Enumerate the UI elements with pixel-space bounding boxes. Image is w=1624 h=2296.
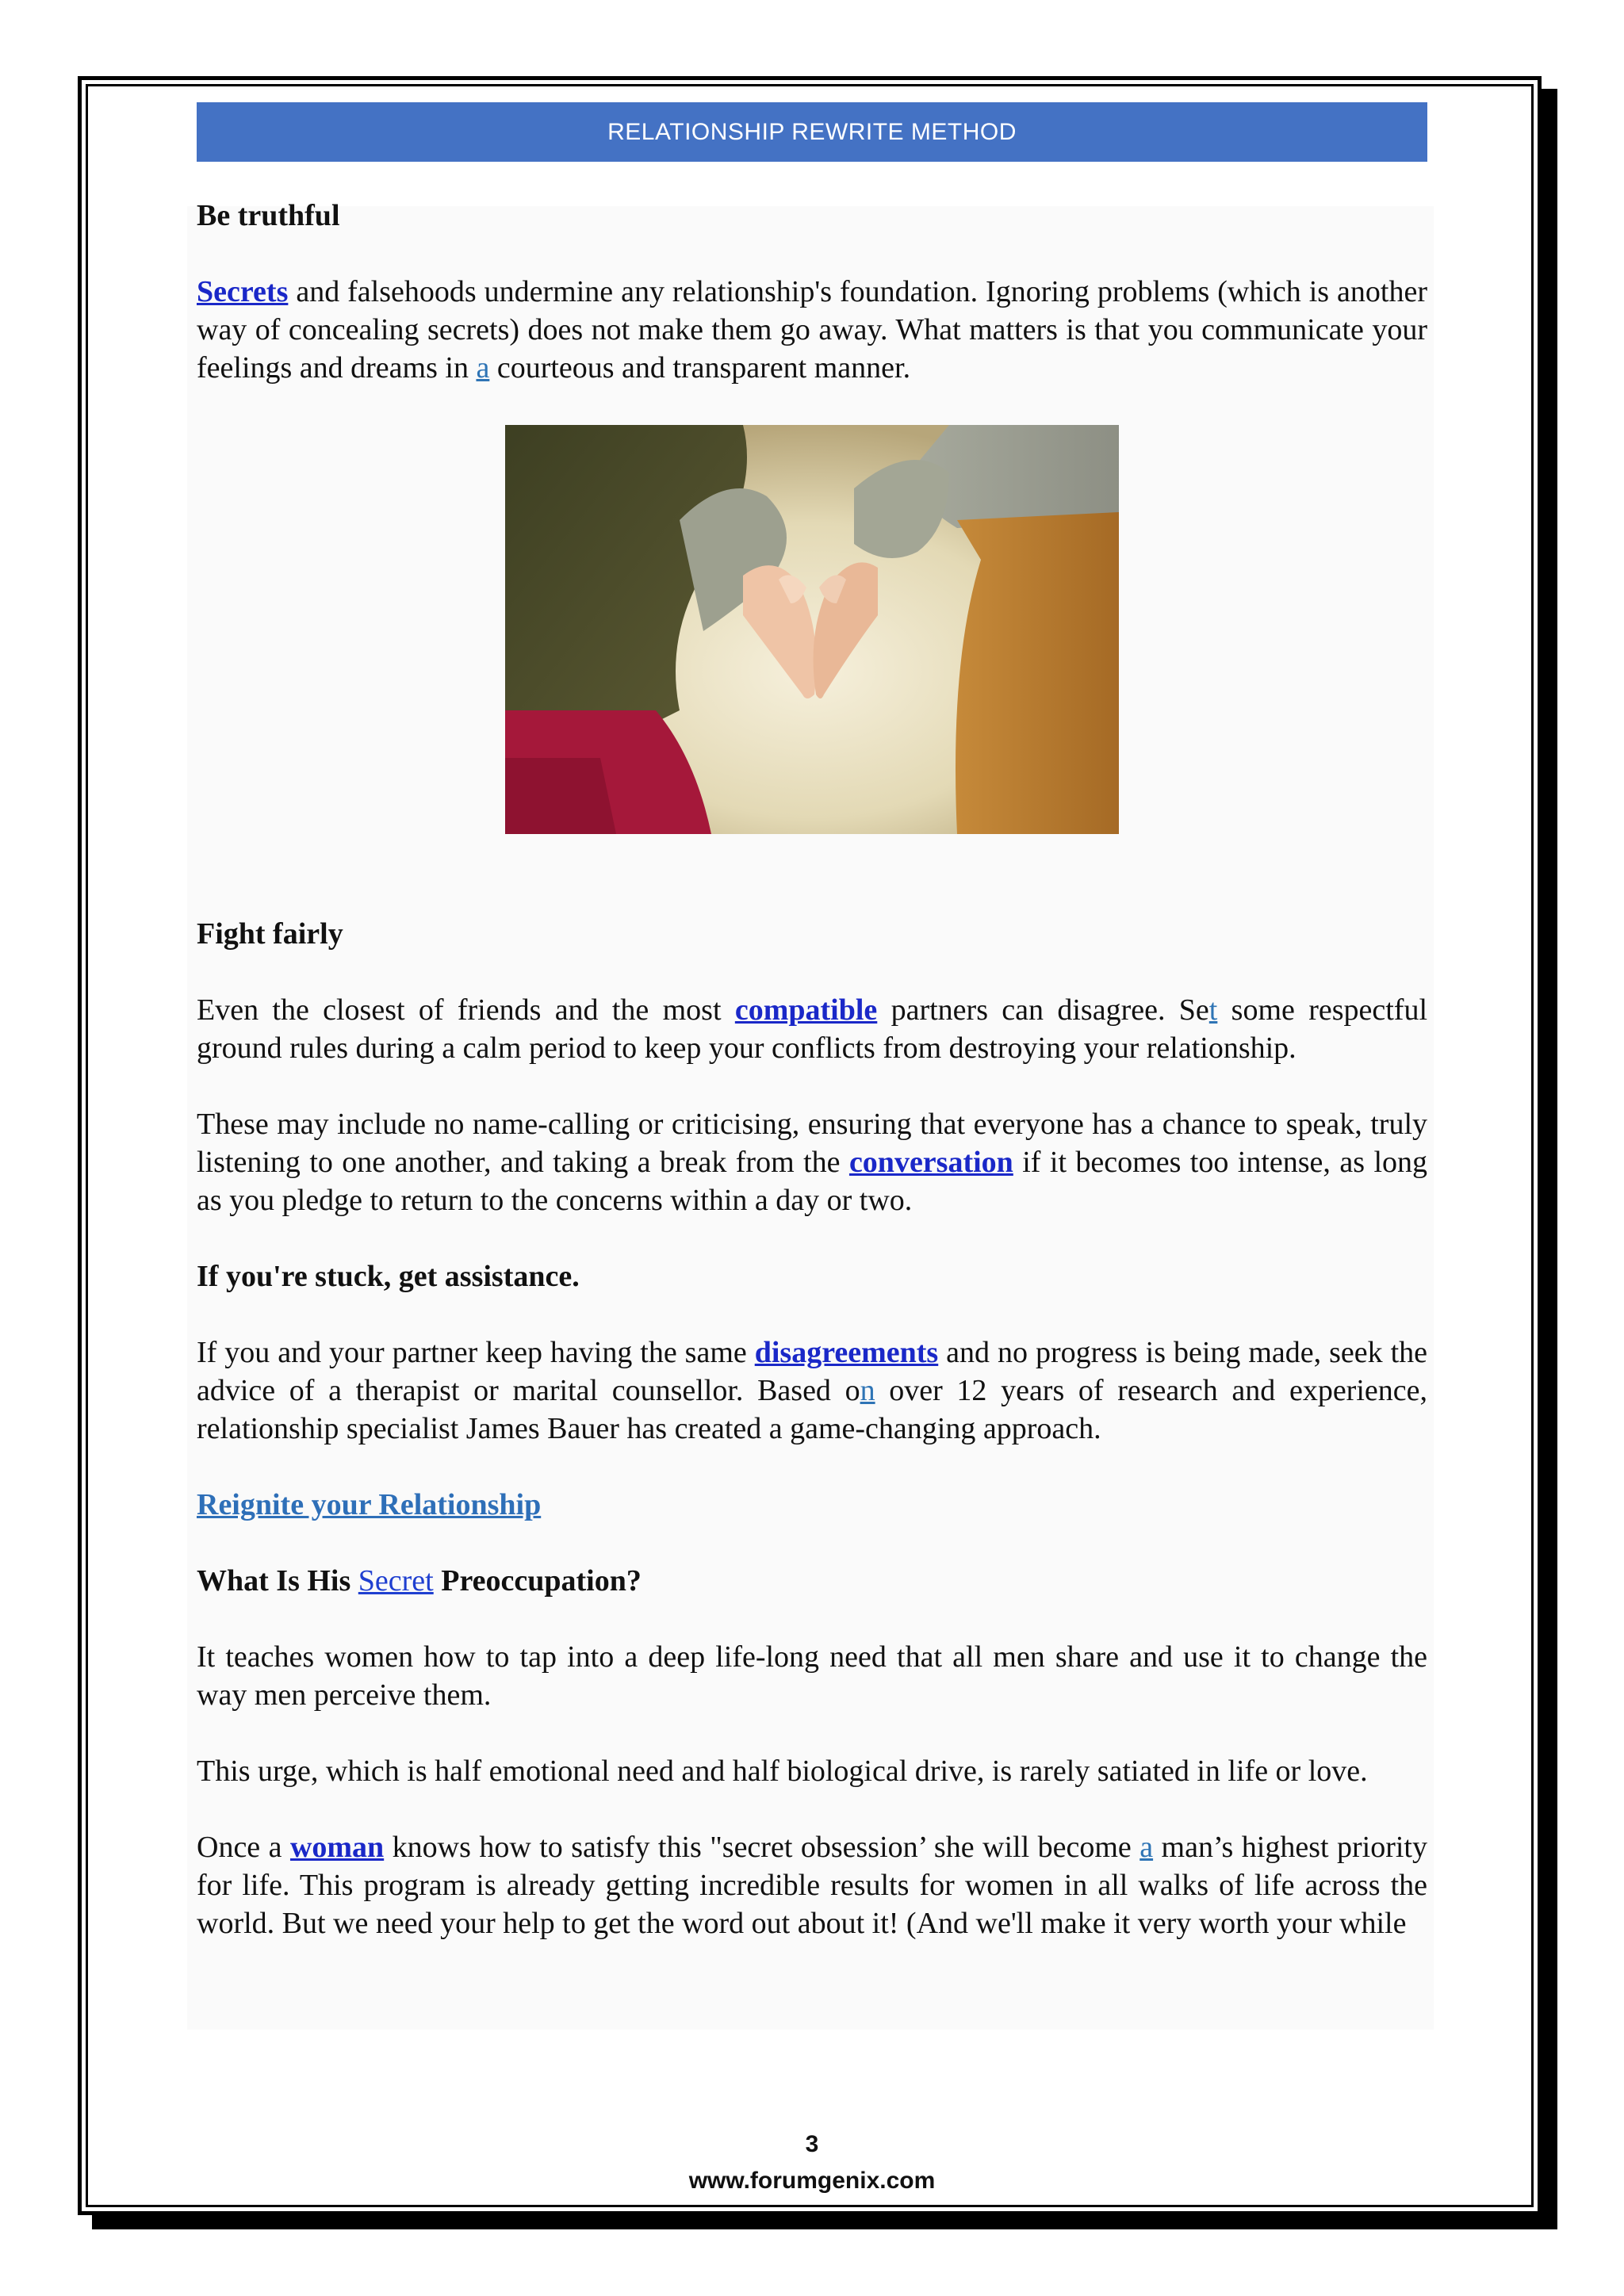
header-banner bbox=[197, 102, 1427, 162]
paragraph-be-truthful: Secrets and falsehoods undermine any relationship's foundation. Ignoring problems (which is another way of concealing secrets) does not make them go away. What matters is that you communicate your feelings and dreams in a courteous and transparent manner. bbox=[197, 275, 1427, 385]
link-n[interactable]: n bbox=[860, 1374, 875, 1407]
link-a[interactable]: a bbox=[476, 351, 490, 385]
couple-heart-hands-photo bbox=[505, 425, 1119, 834]
section-heading-be-truthful: Be truthful bbox=[197, 199, 340, 232]
paragraph-fight-fairly-2: These may include no name-calling or criticising, ensuring that everyone has a chance to speak, truly listening to one another, and taking a break from the conversation if it becomes too intense, as long as you pledge to return to the concerns within a day or two. bbox=[197, 1108, 1428, 1217]
section-heading-stuck: If you're stuck, get assistance. bbox=[197, 1260, 580, 1293]
paragraph-stuck: If you and your partner keep having the same disagreements and no progress is being made, seek the advice of a therapist or marital counsellor. Based on over 12 years of research and experience, relationship specialist James Bauer has created a game-changing approach. bbox=[197, 1336, 1428, 1445]
link-t[interactable]: t bbox=[1208, 993, 1218, 1027]
link-disagreements[interactable]: disagreements bbox=[754, 1336, 939, 1369]
document-body bbox=[197, 197, 1427, 1980]
photo-container bbox=[197, 425, 1427, 834]
section-heading-secret-preoccupation: What Is His Secret Preoccupation? bbox=[197, 1564, 642, 1598]
reignite-heading bbox=[197, 1486, 1427, 1524]
link-a-2[interactable]: a bbox=[1139, 1831, 1154, 1864]
link-secret[interactable]: Secret bbox=[358, 1564, 434, 1598]
link-woman[interactable]: woman bbox=[289, 1831, 385, 1864]
paragraph-secret-3: Once a woman knows how to satisfy this "secret obsession’ she will become a man’s highest priority for life. This program is already getting incredible results for women in all walks of life across the world. But we need your help to get the word out about it! (And we'll make it very worth your while bbox=[197, 1831, 1427, 1940]
link-secrets[interactable]: Secrets bbox=[197, 275, 289, 308]
link-compatible[interactable]: compatible bbox=[734, 993, 878, 1027]
paragraph-fight-fairly-1: Even the closest of friends and the most compatible partners can disagree. Set some respectful ground rules during a calm period to keep your conflicts from destroying your relationship. bbox=[197, 993, 1428, 1065]
page-number: 3 bbox=[805, 2131, 819, 2157]
link-conversation[interactable]: conversation bbox=[848, 1146, 1013, 1179]
link-reignite-relationship[interactable]: Reignite your Relationship bbox=[197, 1488, 542, 1521]
footer-website: www.forumgenix.com bbox=[688, 2168, 936, 2194]
header-title: RELATIONSHIP REWRITE METHOD bbox=[607, 118, 1017, 145]
paragraph-secret-2: This urge, which is half emotional need and half biological drive, is rarely satiated in life or love. bbox=[197, 1755, 1368, 1788]
section-heading-fight-fairly: Fight fairly bbox=[197, 917, 343, 951]
paragraph-secret-1: It teaches women how to tap into a deep life-long need that all men share and use it to change the way men perceive them. bbox=[197, 1640, 1427, 1712]
